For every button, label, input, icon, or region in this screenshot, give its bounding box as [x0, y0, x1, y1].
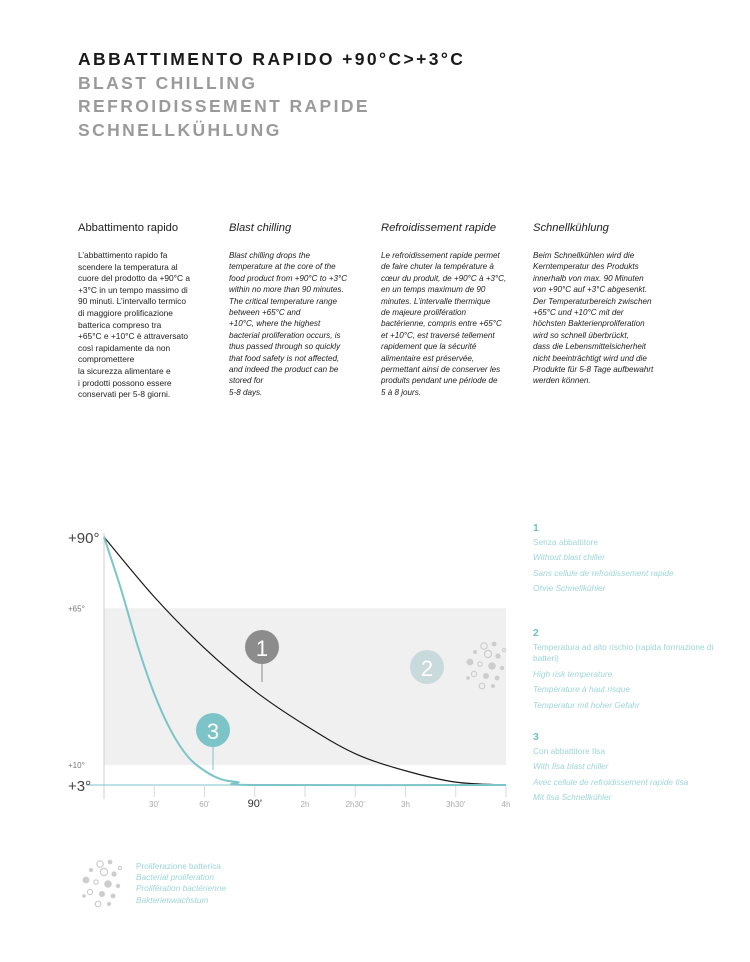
legend-line-fr: Sans cellule de refroidissement rapide	[533, 567, 674, 578]
bacteria-dot	[495, 653, 500, 658]
legend-line-it: Temperatura ad alto rischio (rapida formazione di batteri)	[533, 642, 714, 664]
bacteria-note	[136, 861, 226, 906]
y-tick-label: +90°	[68, 530, 100, 547]
bacteria-note-en: Bacterial proliferation	[136, 872, 214, 883]
main-title: ABBATTIMENTO RAPIDO +90°C>+3°C	[78, 49, 466, 69]
legend-line-fr: Température à haut risque	[533, 684, 631, 695]
legend-line-it: Con abbattitore Ilsa	[533, 746, 605, 756]
marker-1-label: 1	[255, 636, 269, 661]
bacteria-dot	[87, 889, 92, 894]
legend-line-it: Senza abbattitore	[533, 537, 599, 547]
x-tick-label: 90'	[247, 798, 262, 810]
y-tick-label: +3°	[68, 778, 92, 795]
x-tick-label: 30'	[149, 800, 160, 809]
bacteria-dot	[116, 884, 120, 888]
x-tick-label: 60'	[199, 800, 210, 809]
bacteria-note-fr: Prolifération bactérienne	[136, 883, 226, 894]
bacteria-dot	[99, 891, 105, 897]
bacteria-dot	[95, 901, 101, 907]
bacteria-dot	[491, 684, 495, 688]
column-text: Le refroidissement rapide permet de faire chuter la température à cœur du produit, de +90°C à +3°C, en un temps maximum de 90 minutes. L’intervalle thermique de majeure prolifération bactérienne, compris entre +65°C et +10°C, est traversé tellement rapidement que la sécurité alimentaire est préservée, permettant ainsi de conserver les produits pendant une période de 5 à 8 jours.	[381, 251, 507, 397]
bacteria-dot	[82, 894, 86, 898]
bacteria-dots-icon	[82, 860, 121, 907]
column-heading: Abbattimento rapido	[78, 222, 179, 234]
x-tick-label: 2h	[300, 800, 310, 809]
bacteria-dot	[83, 877, 90, 884]
legend-line-de: Temperatur mit hoher Gefahr	[533, 699, 640, 710]
bacteria-note-de: Bakterienwachstum	[136, 894, 209, 905]
column-heading: Schnellkühlung	[533, 222, 609, 234]
risk-band	[104, 608, 506, 765]
column-text: Blast chilling drops the temperature at the core of the food product from +90°C to +3°C within no more than 90 minutes. The critical temperature range between +65°C and +10°C, where the highest bacterial proliferation occurs, is thus passed through so quickly that food safety is not affected, and indeed the product can be stored for 5-8 days.	[229, 251, 348, 397]
bacteria-dot	[111, 894, 116, 899]
x-tick-label: 2h30'	[345, 800, 365, 809]
bacteria-dot	[495, 676, 500, 681]
column-text: Beim Schnellkühlen wird die Kerntemperatur des Produkts innerhalb von max. 90 Minuten von +90°C auf +3°C abgesenkt. Der Temperaturbereich zwischen +65°C und +10°C mit der höchsten Bakterienproliferation wird so schnell überbrückt, dass die Lebensmittelsicherheit nicht beeinträchtigt wird und die Produkte für 5-8 Tage aufbewahrt werden können.	[533, 251, 654, 386]
bacteria-dot	[488, 662, 496, 670]
x-tick-label: 4h	[501, 800, 511, 809]
bacteria-dot	[473, 650, 477, 654]
bacteria-dot	[466, 676, 470, 680]
legend-line-de: Mit Ilsa Schnellkühler	[533, 792, 612, 803]
x-tick-label: 3h	[401, 800, 410, 809]
legend-item-1	[533, 522, 733, 599]
legend-line-de: Ohne Schnellkühler	[533, 583, 606, 594]
bacteria-dot	[500, 666, 504, 670]
legend-number: 2	[533, 627, 539, 639]
bacteria-dot	[492, 642, 497, 647]
y-tick-label: +65°	[68, 604, 85, 614]
y-tick-label: +10°	[68, 761, 85, 771]
bacteria-dot	[483, 673, 489, 679]
bacteria-dot	[107, 902, 111, 906]
bacteria-dot	[94, 880, 98, 884]
bacteria-note-it: Proliferazione batterica	[136, 861, 221, 871]
title-en: BLAST CHILLING	[78, 72, 258, 93]
marker-3-label: 3	[206, 719, 220, 744]
x-tick-label: 3h30'	[446, 800, 466, 809]
column-text: L’abbattimento rapido fa scendere la temperatura al cuore del prodotto da +90°C a +3°C in un tempo massimo di 90 minuti. L’intervallo termico di maggiore prolificazione batterica compreso tra +65°C e +10°C è attraversato così rapidamente da non compromettere la sicurezza alimentare e i prodotti possono essere conservati per 5-8 giorni.	[78, 250, 191, 400]
bacteria-dot	[104, 880, 112, 888]
legend-line-fr: Avec cellule de refroidissement rapide Ilsa	[533, 776, 689, 787]
legend-item-3	[533, 731, 733, 808]
legend-item-2	[533, 627, 733, 715]
marker-2-label: 2	[420, 656, 434, 681]
column-heading: Blast chilling	[229, 222, 292, 234]
bacteria-dot	[89, 868, 93, 872]
legend-number: 1	[533, 522, 539, 534]
bacteria-dot	[100, 868, 107, 875]
legend-number: 3	[533, 731, 539, 743]
column-heading: Refroidissement rapide	[381, 222, 497, 234]
legend-line-en: High risk temperature	[533, 668, 613, 679]
bacteria-dot	[467, 659, 474, 666]
title-fr: REFROIDISSEMENT RAPIDE	[78, 96, 370, 116]
bacteria-dot	[108, 860, 113, 865]
bacteria-dot	[111, 871, 116, 876]
legend-line-en: Without blast chiller	[533, 552, 605, 563]
legend-line-en: With Ilsa blast chiller	[533, 761, 609, 772]
bacteria-dot	[97, 861, 103, 867]
bacteria-dot	[118, 866, 121, 869]
title-de: SCHNELLKÜHLUNG	[78, 119, 282, 140]
